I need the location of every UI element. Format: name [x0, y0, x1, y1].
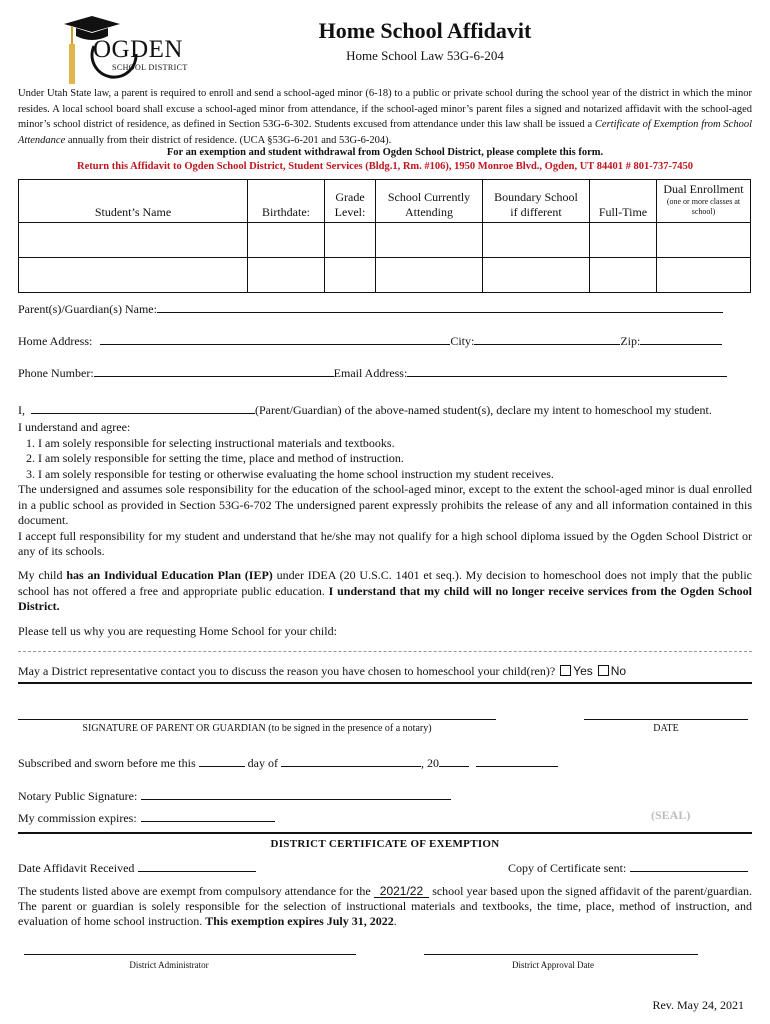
copy-sent-row: Copy of Certificate sent: [508, 860, 752, 876]
return-address: Return this Affidavit to Ogden School District, Student Services (Bldg.1, Rm. #106), 1950 Monroe Blvd., Ogden, UT 84401 # 801-737-7450 [77, 161, 693, 172]
seal-placeholder: (SEAL) [651, 808, 691, 822]
no-label: No [610, 664, 627, 678]
admin-signature-line[interactable] [24, 954, 356, 955]
col-school: School Currently Attending [376, 180, 483, 223]
logo-name: OGDEN [93, 36, 183, 63]
iep-paragraph: My child has an Individual Education Plan (IEP) under IDEA (20 U.S.C. 1401 et seq.). My decision to homeschool does not imply that the public school has not offered a free and appropriate public education. I understand that my child will no longer receive services from the Ogden School District. [18, 568, 752, 613]
certificate-title: DISTRICT CERTIFICATE OF EXEMPTION [270, 838, 500, 850]
iep-bold-2: I understand that my child will no longer receive services from the Ogden School District. [18, 583, 752, 613]
iep-bold: has an Individual Education Plan (IEP) [66, 568, 273, 582]
parent-signature-label: SIGNATURE OF PARENT OR GUARDIAN (to be signed in the presence of a notary) [82, 723, 432, 734]
copy-sent-field[interactable] [630, 860, 748, 872]
guardian-name-label: Parent(s)/Guardian(s) Name: [18, 302, 157, 316]
email-field[interactable] [407, 365, 727, 377]
commission-field[interactable] [141, 810, 275, 822]
date-received-field[interactable] [138, 860, 256, 872]
page-title: Home School Affidavit [318, 18, 532, 43]
understand-heading: I understand and agree: [18, 420, 131, 434]
agreement-list [18, 436, 752, 483]
phone-row [18, 365, 752, 381]
responsibility-text: The undersigned and assumes sole responsibility for the education of the school-aged minor, except to the extent the school-aged minor is dual enrolled in a public school as provided in Section 53G-6-702 The undersigned parent expressly prohibits the release of any and all information contained in this document. [18, 482, 752, 527]
revision-date: Rev. May 24, 2021 [652, 998, 744, 1012]
table-header-row [19, 180, 751, 223]
email-label: Email Address: [333, 366, 408, 380]
reason-line[interactable] [18, 651, 752, 652]
phone-field[interactable] [94, 365, 334, 377]
notary-signature-field[interactable] [141, 788, 451, 800]
col-full-time: Full-Time [590, 180, 657, 223]
diploma-text: I accept full responsibility for my student and understand that he/she may not qualify for a high school diploma issued by the Ogden School District or any of its schools. [18, 528, 752, 558]
city-field[interactable] [474, 333, 620, 345]
subscribed-row: Subscribed and sworn before me this day of , 20 [18, 755, 752, 771]
guardian-name-field[interactable] [157, 301, 723, 313]
address-label: Home Address: [18, 334, 93, 348]
declaration-i: I, [18, 403, 25, 417]
guardian-declare-field[interactable] [31, 402, 255, 414]
yes-label: Yes [573, 664, 593, 678]
agreement-section [18, 420, 752, 560]
list-item: 1. I am solely responsible for selecting instructional materials and textbooks. [38, 436, 752, 452]
phone-label: Phone Number: [18, 366, 94, 380]
month-field[interactable] [281, 755, 421, 767]
col-dual-enrollment: Dual Enrollment (one or more classes at school) [657, 180, 751, 223]
guardian-name-row [18, 301, 752, 317]
intro-italic: Certificate of Exemption from School Attendance [18, 119, 752, 146]
exemption-expiry: This exemption expires July 31, 2022 [205, 914, 394, 928]
logo-subtitle: SCHOOL DISTRICT [112, 63, 188, 72]
col-birthdate: Birthdate: [248, 180, 325, 223]
commission-row: My commission expires: [18, 810, 752, 826]
page-subtitle: Home School Law 53G-6-204 [346, 48, 504, 63]
zip-field[interactable] [640, 333, 722, 345]
col-student-name: Student’s Name [19, 180, 248, 223]
contact-row [18, 664, 752, 679]
school-year-field[interactable]: 2021/22 [374, 885, 429, 898]
date-signature-line[interactable] [584, 719, 748, 720]
table-row [19, 258, 751, 293]
no-checkbox[interactable] [598, 665, 609, 676]
city-label: City: [450, 334, 475, 348]
intro-paragraph [18, 86, 752, 148]
intro-text-1: Under Utah State law, a parent is required to enroll and send a school-aged minor (6-18) to a public or private school during the school year of the district in which the minor resides. A local school board shall excuse a school-aged minor from attendance, if the school-aged minor’s parent files a signed and notarized affidavit with the school-aged minor’s school district of residence, as defined in Section 53G-6-302. Students excused from attendance under this law shall be issued a [18, 88, 752, 130]
certificate-divider [18, 832, 752, 834]
list-item: 2. I am solely responsible for setting the time, place and method of instruction. [38, 451, 752, 467]
student-table [18, 179, 751, 293]
exemption-instruction: For an exemption and student withdrawal from Ogden School District, please complete this form. [166, 147, 604, 158]
reason-prompt: Please tell us why you are requesting Home School for your child: [18, 624, 337, 638]
approval-date-line[interactable] [424, 954, 698, 955]
year-field[interactable] [439, 755, 469, 767]
declaration-text: (Parent/Guardian) of the above-named student(s), declare my intent to homeschool my student. [255, 403, 712, 417]
extra-line[interactable] [476, 755, 558, 767]
intro-text-2: annually from their district of residence. (UCA §53G-6-201 and 53G-6-204). [65, 134, 392, 146]
address-field[interactable] [100, 333, 450, 345]
declaration-row [18, 402, 752, 418]
zip-label: Zip: [620, 334, 641, 348]
day-field[interactable] [199, 755, 245, 767]
parent-signature-line[interactable] [18, 719, 496, 720]
list-item: 3. I am solely responsible for testing or otherwise evaluating the home school instruction my student receives. [38, 467, 752, 483]
col-boundary: Boundary School if different [483, 180, 590, 223]
approval-date-label: District Approval Date [512, 960, 594, 970]
admin-label: District Administrator [129, 960, 209, 970]
date-received-row: Date Affidavit Received [18, 860, 752, 876]
notary-row: Notary Public Signature: [18, 788, 752, 804]
section-divider [18, 682, 752, 684]
contact-question: May a District representative contact you to discuss the reason you have chosen to homeschool your child(ren)? [18, 664, 556, 678]
address-row [18, 333, 752, 349]
yes-checkbox[interactable] [560, 665, 571, 676]
exemption-paragraph: The students listed above are exempt from compulsory attendance for the 2021/22 school year based upon the signed affidavit of the parent/guardian. The parent or guardian is solely responsible for the selection of instructional materials and textbooks, the time, place, method of instruction, and evaluation of home school instruction. This exemption expires July 31, 2022. [18, 884, 753, 928]
date-label: DATE [653, 723, 679, 734]
col-grade: Grade Level: [325, 180, 376, 223]
table-row [19, 223, 751, 258]
